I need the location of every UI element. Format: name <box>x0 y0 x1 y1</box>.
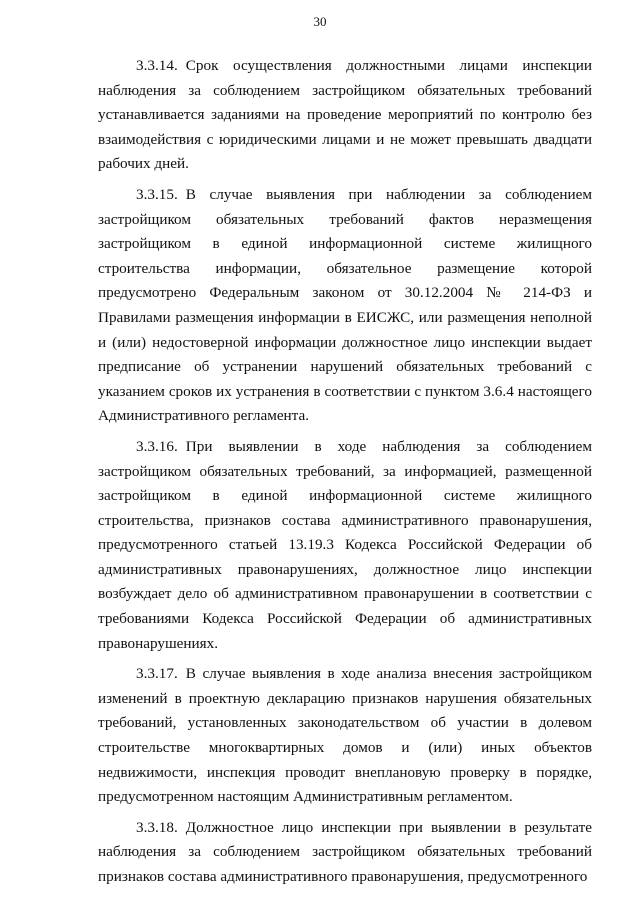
paragraph-text: Должностное лицо инспекции при выявлении в результате наблюдения за соблюдением застройщиком обязательных требований признаков состава административного правонарушения, предусмотренного <box>98 818 592 885</box>
paragraph-text: При выявлении в ходе наблюдения за соблюдением застройщиком обязательных требований, за информацией, размещенной застройщиком в единой информационной системе жилищного строительства, признаков состава административного правонарушения, предусмотренного статьей 13.19.3 Кодекса Российской Федерации об административных правонарушениях, должностное лицо инспекции возбуждает дело об административном правонарушении в соответствии с требованиями Кодекса Российской Федерации об административных правонарушениях. <box>98 437 592 652</box>
page-number: 30 <box>313 14 327 29</box>
paragraph-text: В случае выявления в ходе анализа внесения застройщиком изменений в проектную декларацию признаков нарушения обязательных требований, установленных законодательством об участии в долевом строительстве многоквартирных домов и (или) иных объектов недвижимости, инспекция проводит внеплановую проверку в порядке, предусмотренном настоящим Административным регламентом. <box>98 665 592 806</box>
paragraph-number: 3.3.14. <box>136 57 178 74</box>
paragraph-3-3-16 <box>98 435 592 656</box>
paragraph-text: Срок осуществления должностными лицами инспекции наблюдения за соблюдением застройщиком обязательных требований устанавливается заданиями на проведение мероприятий по контролю без взаимодействия с юридическими лицами и не может превышать двадцати рабочих дней. <box>98 57 592 173</box>
paragraph-3-3-17 <box>98 662 592 810</box>
document-body <box>98 54 592 890</box>
paragraph-number: 3.3.16. <box>136 437 178 455</box>
paragraph-3-3-15 <box>98 183 592 429</box>
paragraph-number: 3.3.17. <box>136 665 178 683</box>
paragraph-3-3-18 <box>98 816 592 890</box>
paragraph-number: 3.3.15. <box>136 185 178 203</box>
paragraph-text: В случае выявления при наблюдении за соблюдением застройщиком обязательных требований фактов неразмещения застройщиком в единой информационной системе жилищного строительства информации, обязательное размещение которой предусмотрено Федеральным законом от 30.12.2004 № 214-ФЗ и Правилами размещения информации в ЕИСЖС, или размещения неполной и (или) недостоверной информации должностное лицо инспекции выдает предписание об устранении нарушений обязательных требований с указанием сроков их устранения в соответствии с пунктом 3.6.4 настоящего Административного регламента. <box>98 185 592 425</box>
paragraph-number: 3.3.18. <box>136 818 178 836</box>
paragraph-3-3-14 <box>98 54 592 177</box>
